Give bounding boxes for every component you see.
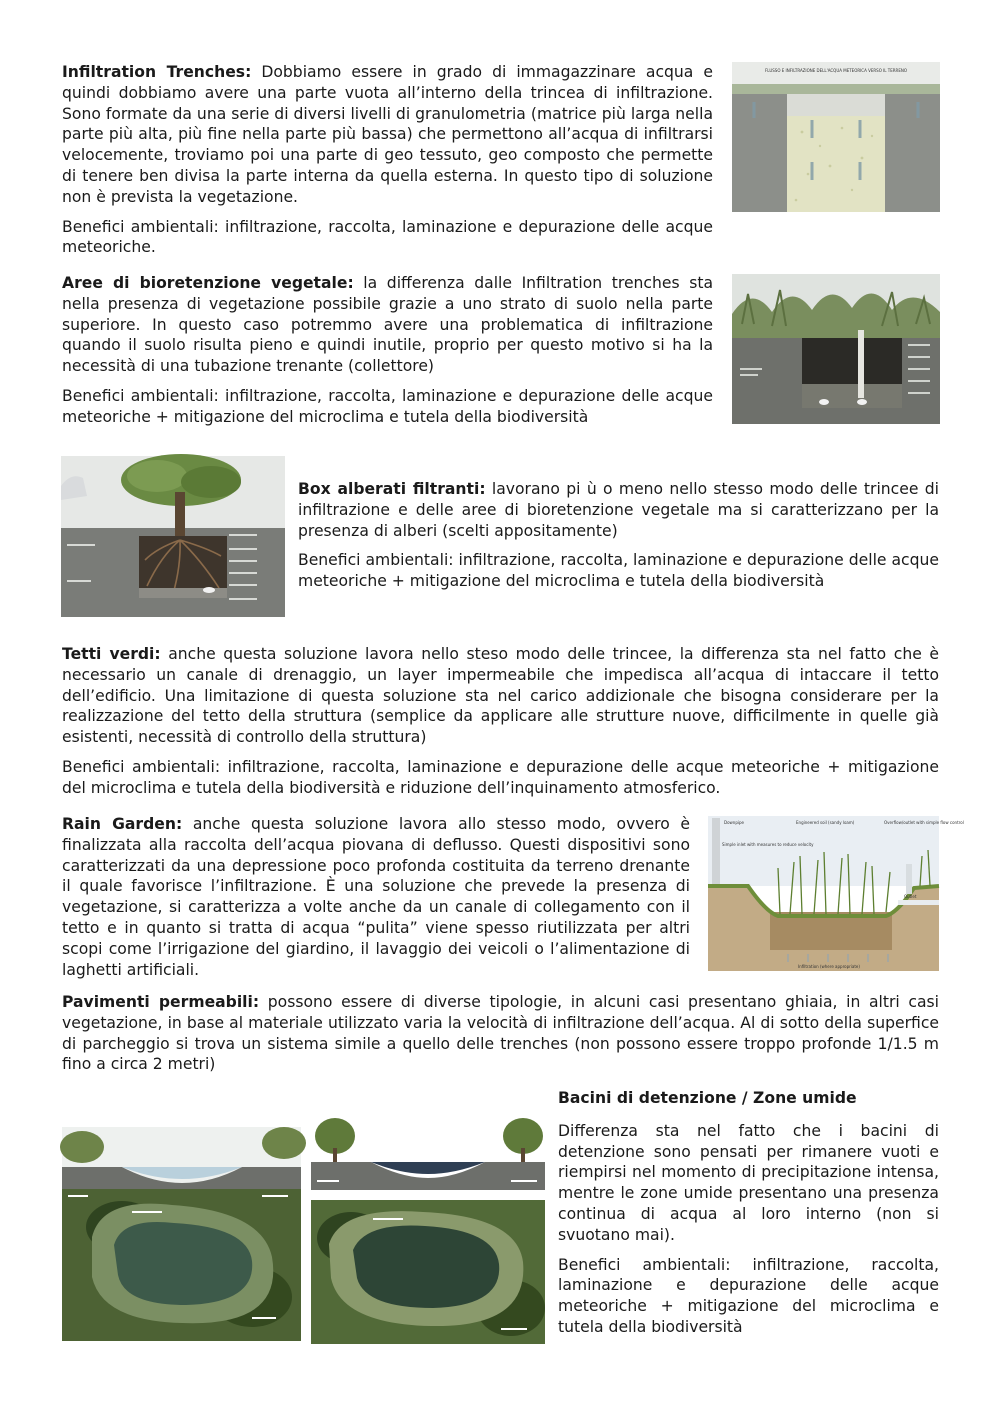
bioretention-benefits: Benefici ambientali: infiltrazione, raccolta, laminazione e depurazione delle acque meteoriche + mitigazione del microclima e tutela della biodiversità	[62, 386, 713, 426]
pavimenti-paragraph	[62, 992, 939, 1075]
tetti-title: Tetti verdi:	[62, 645, 161, 663]
rain-garden-image	[708, 816, 964, 971]
rain-label-simple: Simple inlet with measures to reduce velocity	[722, 842, 814, 847]
bioretention-image	[732, 274, 940, 424]
bioretention-text: la differenza dalle Infiltration trenches sta nella presenza di vegetazione possibile grazie a uno strato di suolo nella parte superiore. In questo caso potremmo avere una problematica di infiltrazione quando il suolo risulta pieno e quindi inutile, proprio per questo motivo si ha la necessità di una tubazione trenante (collettore)	[62, 274, 714, 376]
infiltration-title: Infiltration Trenches:	[62, 63, 252, 81]
tetti-text: anche questa soluzione lavora nello steso modo delle trincee, la differenza sta nel fatto che è necessario un canale di drenaggio, un layer impermeabile che impedisca all’acqua di intaccare il tetto dell’edificio. Una limitazione di questa soluzione sta nel carico addizionale che bisogna considerare per la realizzazione del tetto della struttura (semplice da applicare alle strutture nuove, difficilmente in quelle già esistenti, necessità di controllo della struttura)	[62, 645, 939, 747]
rain-label-overflow: Overflow/outlet with simple flow control	[884, 820, 964, 825]
section-pavimenti	[62, 992, 939, 1084]
rain-label-outlet: Outlet	[904, 894, 917, 899]
rain-text: anche questa soluzione lavora allo stesso modo, ovvero è finalizzata alla raccolta dell’acqua piovana di deflusso. Questi dispositivi sono caratterizzati da una depressione poco profonda costituita da terreno drenante il quale favorisce l’infiltrazione. È una soluzione che prevede la presenza di vegetazione, si caratterizza a volte anche da un canale di collegamento con il tetto e in quanto si tratta di acqua “pulita” viene spesso riutilizzata per altri scopi come l’irrigazione del giardino, il lavaggio dei veicoli o l’alimentazione di laghetti artificiali.	[62, 815, 690, 979]
infiltration-benefits: Benefici ambientali: infiltrazione, raccolta, laminazione e depurazione delle acque meteoriche.	[62, 217, 713, 257]
bacini-text: Differenza sta nel fatto che i bacini di detenzione sono pensati per rimanere vuoti e riempirsi nel momento di precipitazione intensa, mentre le zone umide presentano una presenza continua di acqua al loro interno (non si svuotano mai).	[558, 1121, 939, 1244]
tetti-benefits: Benefici ambientali: infiltrazione, raccolta, laminazione e depurazione delle acque meteoriche + mitigazione del microclima e tutela della biodiversità e riduzione dell’inquinamento atmosferico.	[62, 757, 939, 797]
section-box	[298, 479, 939, 601]
wetland-image	[311, 1118, 545, 1344]
infiltration-text: Dobbiamo essere in grado di immagazzinare acqua e quindi dobbiamo avere una parte vuota all’interno della trincea di infiltrazione. Sono formate da una serie di diversi livelli di granulometria (matrice più larga nella parte più alta, più fine nella parte più bassa) che permettono all’acqua di infiltrarsi velocemente, troviamo poi una parte di geo tessuto, geo composto che permette di tenere ben divisa la parte interna da quella esterna. In questo tipo di soluzione non è prevista la vegetazione.	[62, 63, 713, 206]
infiltration-paragraph	[62, 62, 713, 208]
section-rain	[62, 814, 690, 989]
bioretention-paragraph	[62, 273, 713, 377]
bacini-title: Bacini di detenzione / Zone umide	[558, 1089, 857, 1107]
detention-basin-image	[62, 1127, 301, 1341]
section-bioretention	[62, 273, 713, 437]
rain-paragraph	[62, 814, 690, 980]
infiltration-trench-image	[732, 62, 940, 212]
bacini-benefits: Benefici ambientali: infiltrazione, raccolta, laminazione e depurazione delle acque meteoriche + mitigazione del microclima e tutela della biodiversità	[558, 1255, 939, 1336]
box-benefits: Benefici ambientali: infiltrazione, raccolta, laminazione e depurazione delle acque meteoriche + mitigazione del microclima e tutela della biodiversità	[298, 551, 939, 591]
tree-box-image	[61, 456, 285, 617]
section-infiltration	[62, 62, 713, 267]
box-paragraph	[298, 479, 939, 541]
bioretention-title: Aree di bioretenzione vegetale:	[62, 274, 354, 292]
rain-title: Rain Garden:	[62, 815, 183, 833]
section-tetti	[62, 644, 939, 808]
section-bacini	[558, 1088, 939, 1347]
box-title: Box alberati filtranti:	[298, 480, 486, 498]
rain-label-infiltration: Infiltration (where appropriate)	[798, 964, 860, 969]
trench-caption: FLUSSO E INFILTRAZIONE DELL'ACQUA METEORICA VERSO IL TERRENO	[765, 68, 907, 73]
rain-label-downpipe: Downpipe	[724, 820, 744, 825]
rain-label-engineered: Engineered soil (sandy loam)	[796, 820, 855, 825]
pavimenti-text: possono essere di diverse tipologie, in alcuni casi presentano ghiaia, in altri casi vegetazione, in base al materiale utilizzato varia la velocità di infiltrazione dell’acqua. Al di sotto della superfice di parcheggio si trova un sistema simile a quello delle trenches (non possono essere troppo profonde 1/1.5 m fino a circa 2 metri)	[62, 993, 939, 1074]
box-text: lavorano pi ù o meno nello stesso modo delle trincee di infiltrazione e delle aree di bioretenzione vegetale ma si caratterizzano per la presenza di alberi (scelti appositamente)	[298, 480, 939, 540]
tetti-paragraph	[62, 644, 939, 748]
pavimenti-title: Pavimenti permeabili:	[62, 993, 260, 1011]
